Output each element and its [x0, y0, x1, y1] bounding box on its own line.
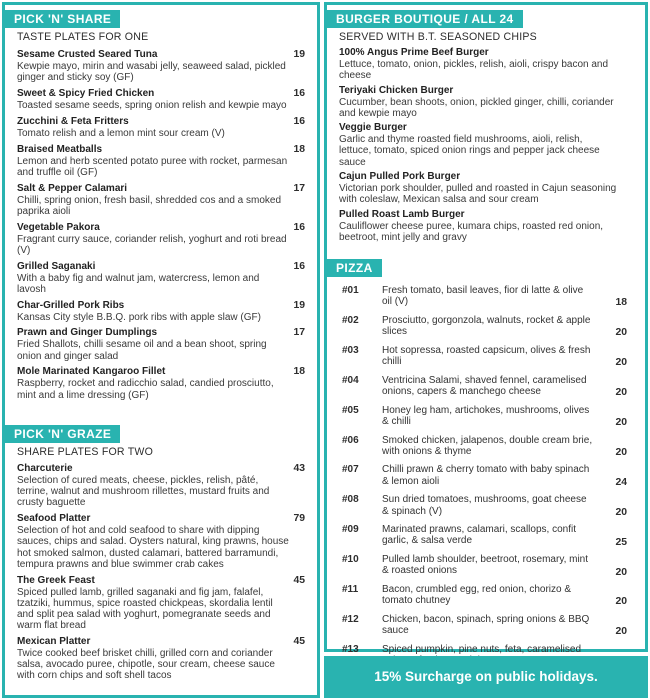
item-description: Twice cooked beef brisket chilli, grilled corn and coriander salsa, avocado puree, chipotle, sour cream, cheese sauce with corn chips and soft shell tacos	[17, 648, 275, 682]
item-description: Cauliflower cheese puree, kumara chips, roasted red onion, beetroot, mint jelly and gravy	[339, 220, 604, 243]
menu-item	[327, 47, 645, 81]
item-name: Pulled Roast Lamb Burger	[339, 208, 465, 220]
pizza-item	[327, 345, 645, 367]
pizza-description: Sun dried tomatoes, mushrooms, goat cheese & spinach (V)	[382, 494, 587, 517]
menu-item	[5, 575, 317, 632]
menu-item	[5, 261, 317, 295]
menu-item	[327, 85, 645, 119]
menu-item	[5, 366, 317, 400]
menu-list	[5, 463, 317, 682]
pizza-number: #10	[342, 554, 359, 566]
item-price: 19	[293, 299, 305, 311]
menu-item	[327, 171, 645, 205]
item-description: Selection of cured meats, cheese, pickles, relish, pâté, terrine, walnut and mushroom rillettes, mustard fruits and crusty baguette	[17, 475, 270, 509]
item-description: Spiced pulled lamb, grilled saganaki and fig jam, falafel, tzatziki, hummus, spice roasted chickpeas, skordalia lentil and split pea salad with yoghurt, pomegranate seeds and warm flat bread	[17, 586, 273, 632]
section-heading: BURGER BOUTIQUE / ALL 24	[327, 10, 523, 28]
pizza-item	[327, 375, 645, 397]
pizza-price: 20	[615, 357, 627, 369]
menu-list	[5, 49, 317, 401]
pizza-description: Chilli prawn & cherry tomato with baby spinach & lemon aioli	[382, 464, 590, 487]
pick-graze-section	[5, 425, 317, 682]
menu-item	[5, 222, 317, 256]
menu-item	[5, 463, 317, 509]
menu-item	[5, 300, 317, 323]
pizza-description: Spiced pumpkin, pine nuts, feta, caramelised	[382, 643, 581, 655]
pizza-item	[327, 554, 645, 576]
burger-section	[327, 5, 645, 243]
pizza-price: 20	[615, 417, 627, 429]
pizza-item	[327, 405, 645, 427]
item-name: 100% Angus Prime Beef Burger	[339, 47, 489, 58]
menu-item	[327, 209, 645, 243]
item-price: 45	[293, 636, 305, 648]
menu-list	[327, 277, 645, 666]
pizza-number: #05	[342, 404, 359, 416]
pizza-number: #11	[342, 584, 359, 596]
item-name: Charcuterie	[17, 463, 73, 474]
pizza-section	[327, 259, 645, 666]
item-name: Cajun Pulled Pork Burger	[339, 170, 461, 182]
item-price: 17	[293, 327, 305, 339]
pizza-description: Pulled lamb shoulder, beetroot, rosemary, mint & roasted onions	[382, 554, 589, 577]
item-name: Seafood Platter	[17, 513, 91, 525]
pizza-price: 24	[615, 476, 627, 488]
pizza-item	[327, 435, 645, 457]
item-name: Veggie Burger	[339, 122, 407, 134]
menu-item	[5, 116, 317, 139]
item-name: Zucchini & Feta Fritters	[17, 115, 129, 127]
pizza-description: Honey leg ham, artichokes, mushrooms, olives & chilli	[382, 404, 590, 427]
item-description: Tomato relish and a lemon mint sour cream (V)	[17, 127, 225, 139]
item-description: Toasted sesame seeds, spring onion relish and kewpie mayo	[17, 100, 287, 111]
item-name: Prawn and Ginger Dumplings	[17, 327, 158, 339]
right-menu-panel	[324, 2, 648, 655]
menu-item	[5, 327, 317, 361]
pizza-number: #01	[342, 285, 359, 296]
pizza-item	[327, 524, 645, 546]
item-description: Fried Shallots, chilli sesame oil and a bean shoot, spring onion and ginger salad	[17, 339, 267, 362]
item-price: 18	[293, 366, 305, 378]
menu-item	[327, 122, 645, 168]
item-price: 45	[293, 574, 305, 586]
item-name: Char-Grilled Pork Ribs	[17, 299, 125, 311]
pizza-item	[327, 614, 645, 636]
item-description: Cucumber, bean shoots, onion, pickled ginger, chilli, coriander and kewpie mayo	[339, 96, 614, 119]
item-description: Fragrant curry sauce, coriander relish, yoghurt and roti bread (V)	[17, 233, 287, 256]
section-subtitle: SHARE PLATES FOR TWO	[17, 446, 154, 458]
pizza-number: #08	[342, 494, 359, 506]
menu-item	[5, 49, 317, 83]
item-name: Sweet & Spicy Fried Chicken	[17, 88, 155, 99]
pizza-item	[327, 285, 645, 307]
pizza-item	[327, 464, 645, 486]
item-name: Grilled Saganaki	[17, 260, 96, 272]
item-name: Vegetable Pakora	[17, 221, 100, 233]
menu-item	[5, 183, 317, 217]
item-price: 16	[293, 88, 305, 99]
pizza-price: 20	[615, 387, 627, 399]
pizza-number: #07	[342, 464, 359, 476]
item-description: Lettuce, tomato, onion, pickles, relish, aioli, crispy bacon and cheese	[339, 59, 609, 82]
pizza-price: 18	[615, 297, 627, 309]
item-price: 17	[293, 182, 305, 194]
item-name: Teriyaki Chicken Burger	[339, 84, 454, 96]
item-description: With a baby fig and walnut jam, watercress, lemon and lavosh	[17, 272, 260, 295]
pizza-description: Hot sopressa, roasted capsicum, olives & fresh chilli	[382, 344, 591, 368]
section-heading: PICK 'N' SHARE	[5, 10, 120, 28]
item-description: Raspberry, rocket and radicchio salad, candied prosciutto, mint and a lime dressing (GF)	[17, 378, 274, 401]
pizza-number: #02	[342, 314, 359, 326]
item-description: Lemon and herb scented potato puree with rocket, parmesan and truffle oil (GF)	[17, 155, 288, 178]
section-subtitle: TASTE PLATES FOR ONE	[17, 31, 149, 43]
section-heading: PIZZA	[327, 259, 382, 277]
pizza-number: #13	[342, 643, 359, 655]
item-price: 18	[293, 143, 305, 155]
pick-share-section	[5, 5, 317, 401]
item-description: Kansas City style B.B.Q. pork ribs with apple slaw (GF)	[17, 311, 261, 323]
left-menu-panel	[2, 2, 320, 698]
pizza-description: Ventricina Salami, shaved fennel, caramelised onions, capers & manchego cheese	[382, 374, 587, 397]
menu-item	[5, 513, 317, 570]
menu-list	[327, 47, 645, 243]
pizza-number: #12	[342, 613, 359, 625]
menu-item	[5, 88, 317, 111]
pizza-item	[327, 315, 645, 337]
item-name: Braised Meatballs	[17, 143, 103, 155]
item-price: 16	[293, 260, 305, 272]
item-price: 79	[293, 513, 305, 525]
item-price: 16	[293, 115, 305, 127]
section-heading: PICK 'N' GRAZE	[5, 425, 120, 443]
pizza-price: 20	[615, 446, 627, 458]
item-price: 16	[293, 221, 305, 233]
item-description: Selection of hot and cold seafood to share with dipping sauces, chips and salad. Oysters natural, king prawns, house hot smoked salmon, dusted calamari, battered barramundi, tempura prawns and blue swimmer crab cakes	[17, 525, 289, 570]
section-subtitle: SERVED WITH B.T. SEASONED CHIPS	[339, 31, 537, 43]
menu-item	[5, 144, 317, 178]
pizza-description: Fresh tomato, basil leaves, fior di latte & olive oil (V)	[382, 285, 584, 308]
item-name: Mexican Platter	[17, 636, 91, 648]
item-name: Salt & Pepper Calamari	[17, 182, 128, 194]
item-description: Chilli, spring onion, fresh basil, shredded cos and a smoked paprika aioli	[17, 194, 282, 217]
item-price: 43	[293, 463, 305, 474]
pizza-price: 20	[615, 596, 627, 608]
pizza-description: Chicken, bacon, spinach, spring onions & BBQ sauce	[382, 613, 590, 637]
item-name: Mole Marinated Kangaroo Fillet	[17, 366, 166, 378]
pizza-price: 25	[615, 536, 627, 548]
pizza-description: Bacon, crumbled egg, red onion, chorizo & tomato chutney	[382, 584, 571, 607]
pizza-number: #03	[342, 344, 359, 356]
pizza-item	[327, 494, 645, 516]
item-name: Sesame Crusted Seared Tuna	[17, 49, 158, 60]
item-price: 19	[293, 49, 305, 60]
pizza-number: #09	[342, 524, 359, 536]
pizza-description: Marinated prawns, calamari, scallops, confit garlic, & salsa verde	[382, 524, 576, 547]
surcharge-banner: 15% Surcharge on public holidays.	[324, 656, 648, 698]
item-description: Victorian pork shoulder, pulled and roasted in Cajun seasoning with coleslaw, Mexican salsa and sour cream	[339, 182, 617, 206]
pizza-description: Smoked chicken, jalapenos, double cream brie, with onions & thyme	[382, 434, 593, 457]
pizza-number: #04	[342, 374, 359, 386]
pizza-price: 20	[615, 626, 627, 638]
pizza-price: 20	[615, 506, 627, 518]
item-description: Garlic and thyme roasted field mushrooms, aioli, relish, lettuce, tomato, spiced onion rings and pepper jack cheese sauce	[339, 134, 600, 168]
item-name: The Greek Feast	[17, 574, 95, 586]
item-description: Kewpie mayo, mirin and wasabi jelly, seaweed salad, pickled ginger and sticky soy (GF)	[17, 61, 286, 84]
pizza-price: 20	[615, 566, 627, 578]
pizza-description: Prosciutto, gorgonzola, walnuts, rocket & apple slices	[382, 314, 591, 338]
pizza-item	[327, 584, 645, 606]
menu-item	[5, 636, 317, 682]
pizza-number: #06	[342, 434, 359, 446]
pizza-price: 20	[615, 327, 627, 339]
